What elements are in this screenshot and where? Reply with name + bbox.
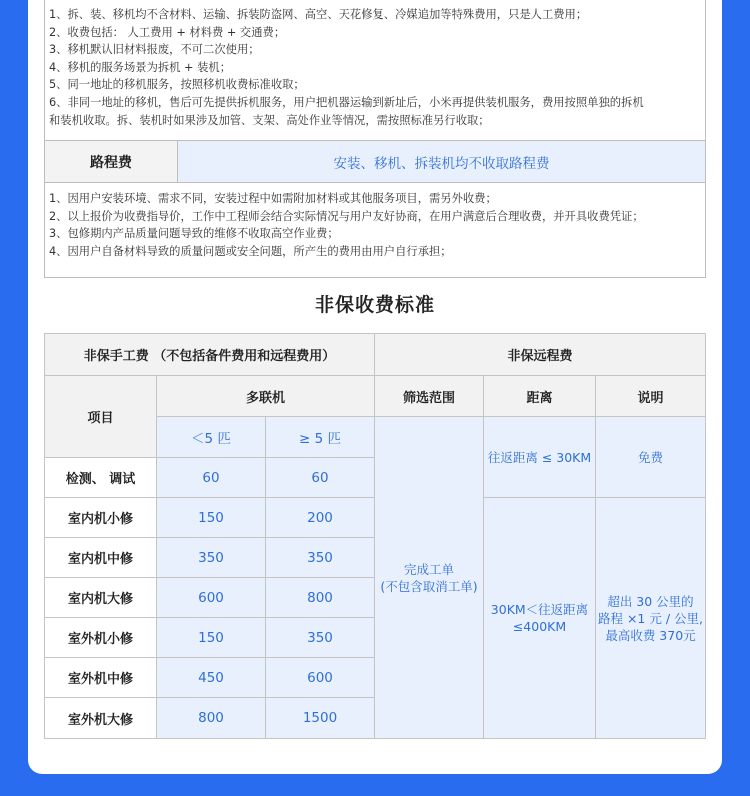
bottom-note-4: 4、因用户自备材料导致的质量问题或安全问题，所产生的费用由用户自行承担； [49, 244, 452, 258]
note-far-line2: 路程 ×1 元 / 公里, [597, 610, 703, 626]
labor-header: 非保手工费 （不包括备件费用和远程费用） [45, 334, 375, 376]
distance-header: 距离 [484, 376, 596, 417]
row-item: 检测、 调试 [45, 458, 157, 498]
bottom-notes [45, 190, 705, 260]
bottom-note-3: 3、包修期内产品质量问题导致的维修不收取高空作业费； [49, 227, 339, 241]
row-price-ge5: 350 [266, 618, 375, 658]
top-note-6-cont: 和装机收取。拆、装机时如果涉及加管、支架、高处作业等情况，需按照标准另行收取； [49, 113, 490, 127]
row-price-lt5: 60 [157, 458, 266, 498]
bottom-note-1: 1、因用户安装环境、需求不同，安装过程中如需附加材料或其他服务项目，需另外收费； [49, 192, 497, 205]
route-fee-row [45, 140, 705, 183]
distance-near: 往返距离 ≤ 30KM [484, 417, 596, 498]
fee-notes-box [44, 0, 706, 278]
bottom-note-2: 2、以上报价为收费指导价，工作中工程师会结合实际情况与用户友好协商，在用户满意后合理收费，并开具收费凭证； [49, 209, 644, 223]
filter-value [375, 417, 484, 738]
note-far [596, 498, 705, 738]
subheader-lt5: ＜5 匹 [157, 417, 266, 458]
row-item: 室内机大修 [45, 578, 157, 618]
top-note-1: 1、拆、装、移机均不含材料、运输、拆装防盗网、高空、天花修复、冷媒追加等特殊费用，只是人工费用； [49, 8, 588, 21]
row-item: 室内机中修 [45, 538, 157, 578]
distance-far [484, 498, 596, 738]
filter-value-line1: 完成工单 [403, 561, 454, 577]
row-price-lt5: 800 [157, 698, 266, 738]
row-price-lt5: 450 [157, 658, 266, 698]
item-header: 项目 [45, 376, 157, 458]
note-header: 说明 [596, 376, 705, 417]
subheader-ge5: ≥ 5 匹 [266, 417, 375, 458]
row-price-ge5: 600 [266, 658, 375, 698]
top-note-4: 4、移机的服务场景为拆机 + 装机； [49, 60, 231, 74]
row-price-ge5: 350 [266, 538, 375, 578]
route-fee-label: 路程费 [45, 141, 178, 182]
row-item: 室外机大修 [45, 698, 157, 738]
filter-value-line2: (不包含取消工单) [380, 578, 478, 594]
note-far-line3: 最高收费 370元 [605, 627, 696, 643]
row-price-lt5: 600 [157, 578, 266, 618]
top-note-2: 2、收费包括： 人工费用 + 材料费 + 交通费； [49, 25, 286, 39]
row-price-ge5: 60 [266, 458, 375, 498]
route-fee-value: 安装、移机、拆装机均不收取路程费 [178, 141, 705, 182]
distance-far-line1: 30KM＜往返距离 [490, 602, 589, 617]
top-note-3: 3、移机默认旧材料报废，不可二次使用； [49, 43, 260, 57]
distance-far-line2: ≤400KM [512, 619, 567, 634]
row-price-lt5: 350 [157, 538, 266, 578]
section-title: 非保收费标准 [314, 294, 435, 316]
row-item: 室外机中修 [45, 658, 157, 698]
row-price-ge5: 200 [266, 498, 375, 538]
row-price-ge5: 800 [266, 578, 375, 618]
row-item: 室内机小修 [45, 498, 157, 538]
row-price-ge5: 1500 [266, 698, 375, 738]
row-price-lt5: 150 [157, 498, 266, 538]
top-note-5: 5、同一地址的移机服务，按照移机收费标准收取； [49, 78, 305, 92]
note-near: 免费 [596, 417, 705, 498]
note-far-line1: 超出 30 公里的 [607, 593, 694, 609]
non-warranty-fee-table [44, 333, 706, 739]
top-notes [45, 0, 705, 140]
remote-header: 非保远程费 [375, 334, 705, 376]
content-card [28, 0, 722, 774]
filter-header: 筛选范围 [375, 376, 484, 417]
row-item: 室外机小修 [45, 618, 157, 658]
multi-split-header: 多联机 [157, 376, 375, 417]
row-price-lt5: 150 [157, 618, 266, 658]
top-note-6: 6、非同一地址的移机，售后可先提供拆机服务，用户把机器运输到新址后，小米再提供装机服务，费用按照单独的拆机 [49, 95, 644, 109]
